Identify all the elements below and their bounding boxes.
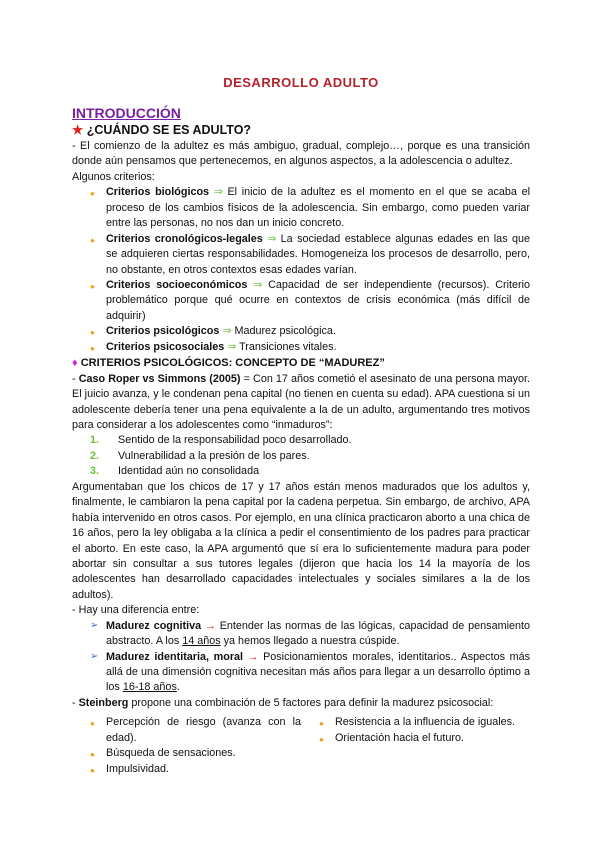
double-arrow-icon: ⇒	[253, 278, 263, 291]
factor-item: ● Orientación hacia el futuro.	[301, 731, 530, 746]
criteria-item: ● Criterios socioeconómicos ⇒ Capacidad de ser independiente (recursos). Criterio problemático porque qué ocurre en contextos de crisis económica (más difícil de adquirir)	[72, 278, 530, 324]
difference-lead: - Hay una diferencia entre:	[72, 604, 200, 617]
arrow-right-icon: →	[205, 619, 216, 632]
criteria-item: ● Criterios cronológicos-legales ⇒ La sociedad establece algunas edades en las que se adquieren ciertas responsabilidades. Homogeneiza los procesos de desarrollo, pero, no obstante, en otros contextos esas edades varían.	[72, 232, 530, 278]
factors-right	[301, 715, 530, 777]
double-arrow-icon: ⇒	[267, 232, 277, 245]
reason-item: 3. Identidad aún no consolidada	[90, 465, 260, 478]
factor-item: ● Búsqueda de sensaciones.	[72, 746, 301, 761]
factor-item: ● Impulsividad.	[72, 762, 301, 777]
criteria-item: ● Criterios biológicos ⇒ El inicio de la adultez es el momento en el que se acaba el proceso de los cambios físicos de la adolescencia. Sin embargo, como pueden variar entre las personas, no nos dan un inicio concreto.	[72, 185, 530, 231]
case-name: Caso Roper vs Simmons (2005)	[78, 372, 241, 385]
criteria-item: ● Criterios psicológicos ⇒ Madurez psicológica.	[72, 324, 530, 339]
diamond-icon: ♦	[72, 357, 78, 369]
factor-item: ● Percepción de riesgo (avanza con la edad).	[72, 715, 301, 746]
factors-columns	[72, 715, 530, 777]
double-arrow-icon: ⇒	[227, 340, 237, 353]
factor-item: ● Resistencia a la influencia de iguales.	[301, 715, 530, 730]
criteria-item: ● Criterios psicosociales ⇒ Transiciones vitales.	[72, 340, 530, 355]
star-icon: ★	[72, 123, 84, 137]
arrow-right-icon: →	[247, 650, 259, 663]
steinberg-paragraph: - Steinberg propone una combinación de 5 factores para definir la madurez psicosocial:	[72, 696, 494, 709]
case-paragraph: - Caso Roper vs Simmons (2005) = Con 17 años cometió el asesinato de una persona mayor. El juicio avanza, y le condenan pena capital (no tienen en cuenta su edad). APA cuestiona si un adolescente debería tener una pena equivalente a la de un adulto, argumentando tres motivos para considerar a los adolescentes como “inmaduros”:	[72, 372, 530, 432]
intro-section	[72, 139, 530, 355]
question-text: ¿CUÁNDO SE ES ADULTO?	[86, 123, 252, 137]
double-arrow-icon: ⇒	[222, 325, 232, 338]
argument-paragraph: Argumentaban que los chicos de 17 y 17 años están menos madurados que los adultos y, finalmente, le cambiaron la pena capital por la cadena perpetua. Sin embargo, de archivo, APA había intervenido en otros casos. Por ejemplo, en una clínica practicaron aborto a una chica de 16 años, pero la ley obligaba a la clínica a pedir el consentimiento de los padres para practicar el aborto. En este caso, la APA argumentó que sí era lo suficientemente madura para poder abortar sin consultar a sus tutores legales (dijeron que hacia los 14 la mayoría de los adolescentes han desarrollado capacidades intelectuales y sociales similares a la de los adultos).	[72, 480, 530, 601]
reason-item: 2. Vulnerabilidad a la presión de los pares.	[90, 449, 310, 462]
double-arrow-icon: ⇒	[213, 186, 223, 199]
criteria-lead: Algunos criterios:	[72, 170, 155, 183]
intro-heading: INTRODUCCIÓN	[72, 105, 181, 121]
reason-item: 1. Sentido de la responsabilidad poco desarrollado.	[90, 434, 352, 447]
intro-paragraph: - El comienzo de la adultez es más ambiguo, gradual, complejo…, porque es una transición donde aún pensamos que pertenecemos, en algunos aspectos, a la adolescencia o adultez.	[72, 140, 530, 168]
section-heading: ♦ CRITERIOS PSICOLÓGICOS: CONCEPTO DE “MADUREZ”	[72, 357, 385, 369]
criteria-list	[72, 185, 530, 355]
question-heading	[72, 122, 251, 140]
document-title: DESARROLLO ADULTO	[223, 75, 379, 90]
factors-left	[72, 715, 301, 777]
reasons-list	[72, 433, 530, 479]
maturity-item: ➢ Madurez cognitiva → Entender las normas de las lógicas, capacidad de pensamiento abstracto. A los 14 años ya hemos llegado a nuestra cúspide.	[72, 619, 530, 650]
maturity-item: ➢ Madurez identitaria, moral → Posicionamientos morales, identitarios.. Aspectos más allá de una dimensión cognitiva necesitan más años para llegar a un desarrollo óptimo a los 16-18 años.	[72, 650, 530, 696]
section-maturity	[72, 356, 530, 777]
maturity-list	[72, 619, 530, 696]
